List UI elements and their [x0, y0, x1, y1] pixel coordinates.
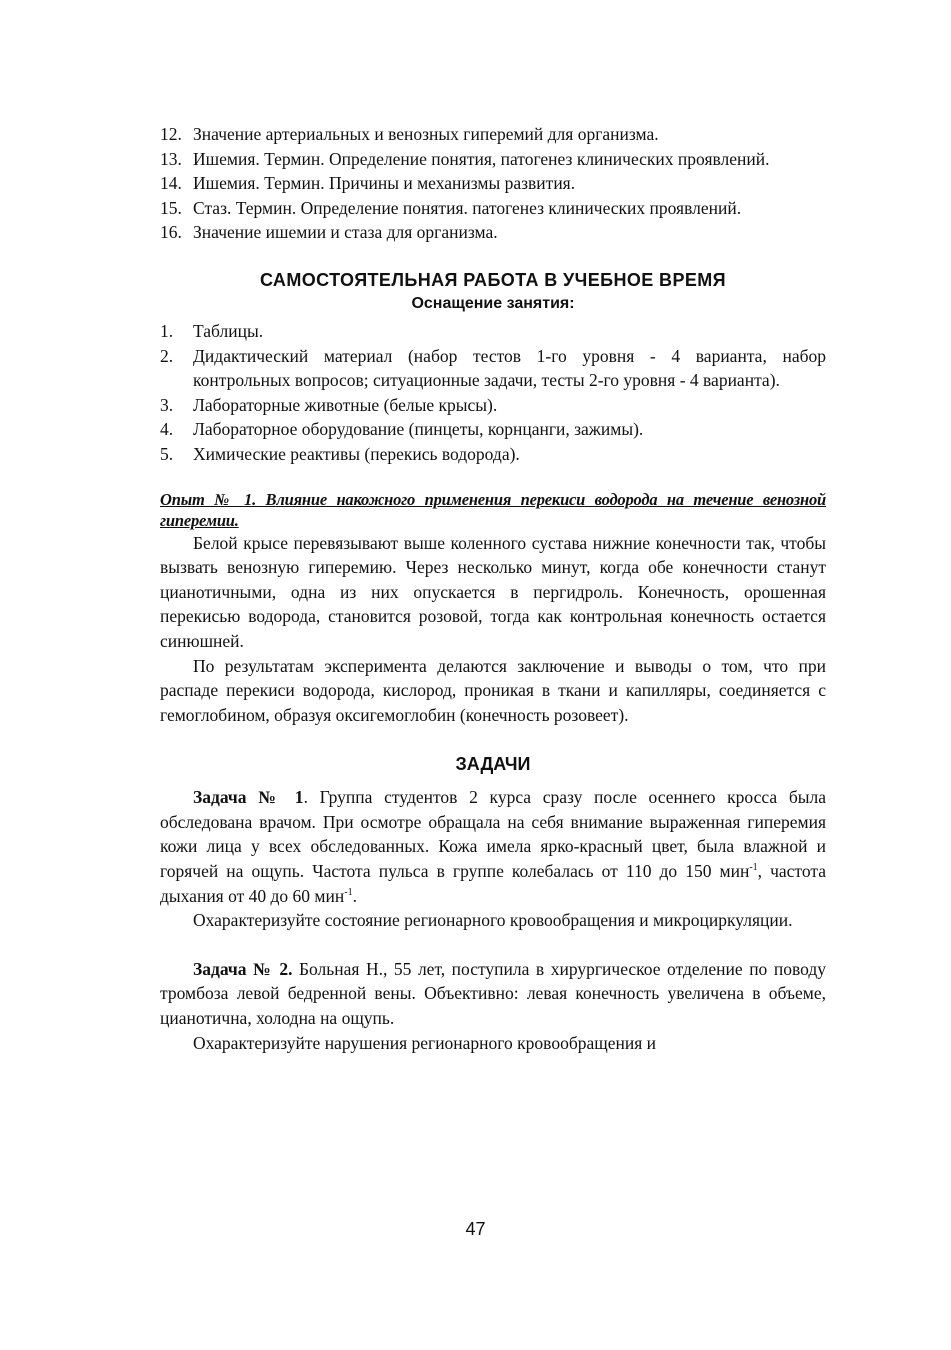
list-item — [160, 171, 826, 196]
task-2 — [160, 957, 826, 1031]
task-text: . Группа студентов 2 курса сразу после осеннего кросса была обследована врачом. При осмотре обращала на себя внимание выраженная гиперемия кожи лица у всех обследованных. Кожа имела ярко-красный цвет, была влажной и горячей на ощупь. Частота пульса в группе колебалась от 110 до 150 мин — [160, 787, 826, 882]
list-item — [160, 393, 826, 418]
task-1 — [160, 785, 826, 908]
task-question: Охарактеризуйте нарушения регионарного кровообращения и — [193, 1032, 656, 1053]
list-item-text: Лабораторное оборудование (пинцеты, корнцанги, зажимы). — [193, 419, 644, 440]
list-item-text: Лабораторные животные (белые крысы). — [193, 394, 498, 415]
superscript: -1 — [749, 862, 758, 874]
spacer — [160, 933, 826, 957]
list-item-text: Стаз. Термин. Определение понятия. патогенез клинических проявлений. — [193, 197, 742, 218]
experiment-paragraph: По результатам эксперимента делаются заключение и выводы о том, что при распаде перекиси водорода, кислород, проникая в ткани и капилляры, соединяется с гемоглобином, образуя оксигемоглобин (конечность розовеет). — [160, 655, 826, 725]
list-item — [160, 122, 826, 147]
list-item-text: Химические реактивы (перекись водорода). — [193, 443, 520, 464]
task-text: , частота дыхания от 40 до 60 мин — [160, 861, 826, 906]
page-content — [160, 122, 826, 1055]
list-item-number: 14. — [160, 173, 182, 194]
list-item-number: 13. — [160, 148, 182, 169]
list-item-text: Значение ишемии и стаза для организма. — [193, 222, 498, 243]
tasks-title: ЗАДАЧИ — [455, 754, 531, 775]
task-label: Задача № 2. — [193, 958, 293, 979]
experiment-title: Опыт № 1. Влияние накожного применения перекиси водорода на течение венозной гиперемии. — [160, 489, 826, 530]
equipment-title: Оснащение занятия: — [411, 294, 575, 312]
task-text: . — [352, 885, 357, 906]
list-item-text: Ишемия. Термин. Причины и механизмы развития. — [193, 173, 576, 194]
list-item — [160, 319, 826, 344]
superscript: -1 — [344, 886, 353, 898]
list-item-text: Таблицы. — [193, 320, 264, 341]
list-item — [160, 220, 826, 245]
list-item — [160, 147, 826, 172]
equipment-list — [160, 319, 826, 467]
list-item — [160, 442, 826, 467]
list-item-number: 5. — [160, 443, 174, 464]
section-title: САМОСТОЯТЕЛЬНАЯ РАБОТА В УЧЕБНОЕ ВРЕМЯ — [259, 269, 726, 290]
list-item-text: Дидактический материал (набор тестов 1-го уровня - 4 варианта, набор контрольных вопросов; ситуационные задачи, тесты 2-го уровня - 4 варианта). — [193, 345, 826, 391]
list-item — [160, 196, 826, 221]
list-item-number: 2. — [160, 345, 174, 366]
page-number: 47 — [465, 1219, 486, 1239]
list-item-text: Ишемия. Термин. Определение понятия, патогенез клинических проявлений. — [193, 148, 770, 169]
experiment-paragraph: Белой крысе перевязывают выше коленного сустава нижние конечности так, чтобы вызвать венозную гиперемию. Через несколько минут, когда обе конечности станут цианотичными, одна из них опускается в пергидроль. Конечность, орошенная перекисью водорода, становится розовой, тогда как контрольная конечность остается синюшней. — [160, 532, 826, 651]
task-text: Больная Н., 55 лет, поступила в хирургическое отделение по поводу тромбоза левой бедренной вены. Объективно: левая конечность увеличена в объеме, цианотична, холодна на ощупь. — [160, 958, 827, 1029]
list-item-text: Значение артериальных и венозных гиперемий для организма. — [193, 124, 659, 144]
task-question: Охарактеризуйте состояние регионарного кровообращения и микроциркуляции. — [193, 910, 793, 931]
list-item-number: 1. — [160, 320, 174, 341]
list-item — [160, 417, 826, 442]
list-item-number: 12. — [160, 124, 182, 144]
list-item-number: 3. — [160, 394, 174, 415]
question-list — [160, 122, 826, 245]
list-item-number: 4. — [160, 419, 174, 440]
list-item — [160, 344, 826, 393]
list-item-number: 16. — [160, 222, 182, 243]
task-label: Задача № 1 — [193, 787, 304, 808]
list-item-number: 15. — [160, 197, 182, 218]
